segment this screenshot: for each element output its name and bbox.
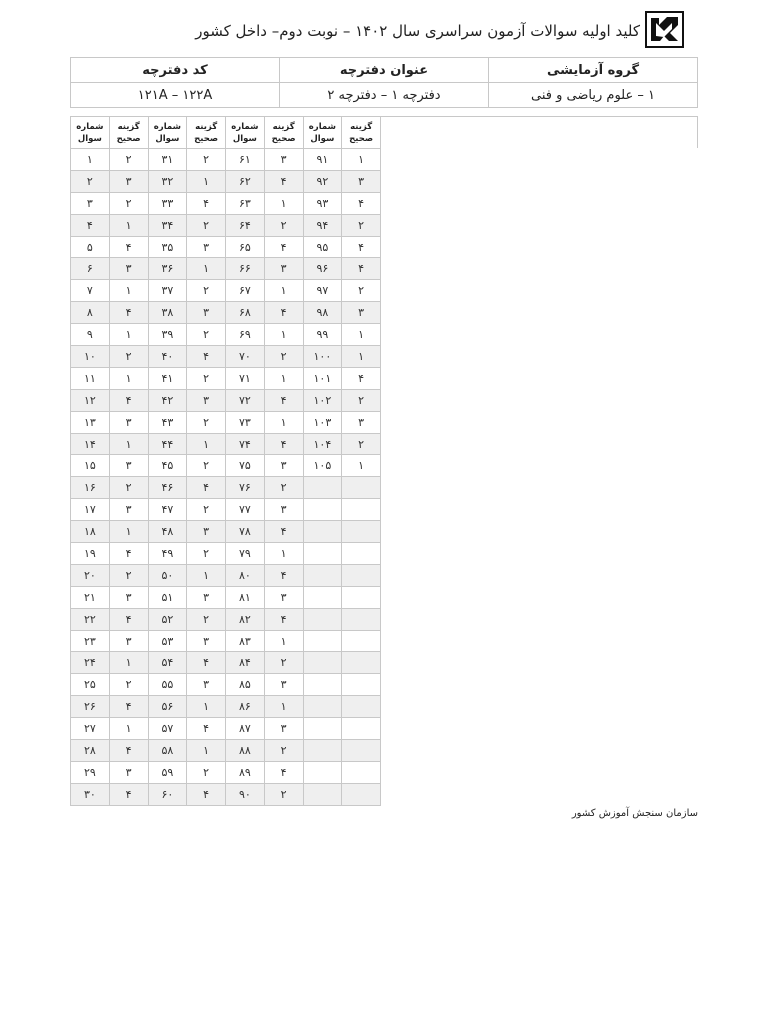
question-cell: ۸۱ <box>226 586 265 608</box>
question-cell: ۶۵ <box>226 236 265 258</box>
answer-cell: ۳ <box>342 411 381 433</box>
question-cell <box>303 718 342 740</box>
question-cell: ۷ <box>71 280 110 302</box>
answer-cell: ۴ <box>264 564 303 586</box>
header-answer: گزینه صحیح <box>342 117 381 149</box>
question-cell: ۴۶ <box>148 477 187 499</box>
question-cell: ۲۱ <box>71 586 110 608</box>
answer-cell: ۲ <box>342 214 381 236</box>
answer-cell: ۳ <box>264 149 303 171</box>
answer-key-row <box>71 630 381 652</box>
answer-cell <box>342 674 381 696</box>
question-cell <box>303 521 342 543</box>
info-value-booklet-title: دفترچه ۱ – دفترچه ۲ <box>280 83 489 108</box>
answer-cell: ۴ <box>264 302 303 324</box>
answer-cell: ۴ <box>264 389 303 411</box>
answer-cell: ۲ <box>187 761 226 783</box>
question-cell: ۸۳ <box>226 630 265 652</box>
answer-key-table <box>70 116 381 806</box>
question-cell: ۱۰۳ <box>303 411 342 433</box>
answer-key-row <box>71 346 381 368</box>
answer-cell: ۱ <box>264 324 303 346</box>
answer-cell: ۳ <box>187 630 226 652</box>
answer-cell: ۲ <box>109 192 148 214</box>
answer-key-row <box>71 608 381 630</box>
answer-cell: ۲ <box>187 608 226 630</box>
answer-cell: ۳ <box>264 499 303 521</box>
answer-key-header-row <box>71 117 381 149</box>
question-cell <box>303 586 342 608</box>
answer-cell: ۴ <box>342 236 381 258</box>
answer-cell: ۴ <box>109 543 148 565</box>
question-cell: ۱۹ <box>71 543 110 565</box>
header-question: شماره سوال <box>71 117 110 149</box>
answer-cell: ۴ <box>109 608 148 630</box>
answer-cell: ۲ <box>187 324 226 346</box>
booklet-info-table <box>70 57 698 108</box>
question-cell: ۱۰۰ <box>303 346 342 368</box>
answer-cell: ۱ <box>109 521 148 543</box>
header-question: شماره سوال <box>303 117 342 149</box>
answer-key-row <box>71 170 381 192</box>
answer-cell: ۲ <box>187 367 226 389</box>
answer-key-row <box>71 455 381 477</box>
question-cell: ۲۶ <box>71 696 110 718</box>
answer-cell: ۱ <box>264 367 303 389</box>
question-cell: ۶۸ <box>226 302 265 324</box>
question-cell: ۲۵ <box>71 674 110 696</box>
question-cell: ۷۱ <box>226 367 265 389</box>
question-cell: ۳۹ <box>148 324 187 346</box>
answer-cell: ۲ <box>264 740 303 762</box>
question-cell: ۹۰ <box>226 783 265 805</box>
question-cell <box>303 652 342 674</box>
answer-cell: ۱ <box>109 718 148 740</box>
answer-key-row <box>71 521 381 543</box>
answer-cell: ۱ <box>109 214 148 236</box>
answer-key-row <box>71 192 381 214</box>
answer-cell: ۳ <box>187 674 226 696</box>
answer-cell <box>342 652 381 674</box>
answer-cell: ۳ <box>342 302 381 324</box>
question-cell: ۹۶ <box>303 258 342 280</box>
question-cell: ۷۸ <box>226 521 265 543</box>
answer-cell <box>342 630 381 652</box>
answer-cell: ۳ <box>264 718 303 740</box>
answer-cell: ۱ <box>342 149 381 171</box>
question-cell: ۱۰ <box>71 346 110 368</box>
answer-cell <box>342 477 381 499</box>
answer-cell: ۴ <box>187 783 226 805</box>
answer-cell: ۲ <box>187 149 226 171</box>
header-question: شماره سوال <box>226 117 265 149</box>
answer-cell: ۴ <box>187 477 226 499</box>
question-cell: ۵۸ <box>148 740 187 762</box>
question-cell: ۱۴ <box>71 433 110 455</box>
question-cell <box>303 696 342 718</box>
question-cell <box>303 543 342 565</box>
answer-cell: ۳ <box>264 455 303 477</box>
question-cell <box>303 477 342 499</box>
question-cell: ۶۱ <box>226 149 265 171</box>
answer-key-row <box>71 543 381 565</box>
answer-cell: ۲ <box>109 564 148 586</box>
answer-cell: ۱ <box>264 280 303 302</box>
question-cell: ۱ <box>71 149 110 171</box>
question-cell: ۶ <box>71 258 110 280</box>
question-cell: ۷۲ <box>226 389 265 411</box>
answer-cell <box>342 564 381 586</box>
answer-key-row <box>71 411 381 433</box>
question-cell: ۸۶ <box>226 696 265 718</box>
answer-cell: ۳ <box>264 258 303 280</box>
question-cell: ۹۳ <box>303 192 342 214</box>
answer-key-row <box>71 433 381 455</box>
question-cell: ۵۶ <box>148 696 187 718</box>
question-cell: ۵۷ <box>148 718 187 740</box>
question-cell: ۵۲ <box>148 608 187 630</box>
question-cell: ۳۰ <box>71 783 110 805</box>
answer-cell: ۳ <box>109 761 148 783</box>
answer-cell: ۱ <box>264 630 303 652</box>
answer-cell: ۱ <box>264 411 303 433</box>
question-cell: ۷۶ <box>226 477 265 499</box>
question-cell: ۸۰ <box>226 564 265 586</box>
question-cell: ۱۷ <box>71 499 110 521</box>
question-cell: ۱۰۴ <box>303 433 342 455</box>
question-cell: ۴۰ <box>148 346 187 368</box>
question-cell: ۱۱ <box>71 367 110 389</box>
question-cell: ۵۴ <box>148 652 187 674</box>
answer-cell: ۴ <box>109 389 148 411</box>
answer-cell <box>342 761 381 783</box>
question-cell: ۸۷ <box>226 718 265 740</box>
answer-cell: ۳ <box>109 258 148 280</box>
answer-key-row <box>71 586 381 608</box>
answer-cell: ۱ <box>187 258 226 280</box>
question-cell: ۲۰ <box>71 564 110 586</box>
question-cell: ۳ <box>71 192 110 214</box>
answer-key-row <box>71 367 381 389</box>
question-cell: ۳۳ <box>148 192 187 214</box>
answer-cell: ۴ <box>264 170 303 192</box>
answer-cell: ۱ <box>264 543 303 565</box>
answer-cell: ۲ <box>109 477 148 499</box>
question-cell: ۹۵ <box>303 236 342 258</box>
question-cell: ۲۹ <box>71 761 110 783</box>
question-cell: ۲۳ <box>71 630 110 652</box>
question-cell: ۳۸ <box>148 302 187 324</box>
answer-cell <box>342 586 381 608</box>
question-cell: ۱۰۵ <box>303 455 342 477</box>
answer-cell: ۲ <box>187 455 226 477</box>
answer-key-row <box>71 236 381 258</box>
question-cell: ۲ <box>71 170 110 192</box>
question-cell: ۶۷ <box>226 280 265 302</box>
answer-cell: ۴ <box>187 346 226 368</box>
question-cell: ۲۷ <box>71 718 110 740</box>
answer-cell: ۴ <box>342 367 381 389</box>
answer-cell: ۱ <box>109 433 148 455</box>
answer-cell: ۲ <box>187 543 226 565</box>
answer-cell: ۱ <box>342 324 381 346</box>
answer-cell: ۲ <box>264 214 303 236</box>
answer-cell: ۱ <box>264 192 303 214</box>
question-cell <box>303 630 342 652</box>
answer-cell <box>342 521 381 543</box>
question-cell <box>303 499 342 521</box>
answer-cell <box>342 718 381 740</box>
question-cell: ۹۲ <box>303 170 342 192</box>
answer-cell: ۱ <box>187 696 226 718</box>
answer-cell: ۱ <box>109 280 148 302</box>
answer-cell <box>342 740 381 762</box>
question-cell: ۸۵ <box>226 674 265 696</box>
answer-cell: ۴ <box>342 192 381 214</box>
question-cell: ۵ <box>71 236 110 258</box>
header-answer: گزینه صحیح <box>187 117 226 149</box>
header-answer: گزینه صحیح <box>109 117 148 149</box>
info-header-group: گروه آزمایشی <box>489 58 698 83</box>
empty-table-frame <box>381 116 698 148</box>
question-cell: ۶۹ <box>226 324 265 346</box>
answer-cell: ۳ <box>187 521 226 543</box>
answer-cell: ۲ <box>264 346 303 368</box>
answer-key-row <box>71 674 381 696</box>
question-cell: ۵۵ <box>148 674 187 696</box>
answer-cell: ۱ <box>187 433 226 455</box>
answer-cell: ۳ <box>109 499 148 521</box>
question-cell: ۷۴ <box>226 433 265 455</box>
question-cell: ۷۰ <box>226 346 265 368</box>
answer-cell: ۱ <box>187 564 226 586</box>
question-cell: ۷۷ <box>226 499 265 521</box>
answer-cell: ۲ <box>342 280 381 302</box>
answer-cell: ۱ <box>109 652 148 674</box>
question-cell <box>303 674 342 696</box>
header-question: شماره سوال <box>148 117 187 149</box>
question-cell: ۱۰۱ <box>303 367 342 389</box>
question-cell <box>303 740 342 762</box>
answer-cell: ۲ <box>109 674 148 696</box>
question-cell: ۴۳ <box>148 411 187 433</box>
answer-cell: ۴ <box>187 652 226 674</box>
answer-key-row <box>71 214 381 236</box>
question-cell <box>303 761 342 783</box>
answer-key-row <box>71 761 381 783</box>
question-cell: ۱۲ <box>71 389 110 411</box>
answer-key-row <box>71 783 381 805</box>
info-header-booklet-title: عنوان دفترچه <box>280 58 489 83</box>
answer-key-row <box>71 652 381 674</box>
answer-cell: ۴ <box>264 433 303 455</box>
answer-key-row <box>71 718 381 740</box>
question-cell: ۸۲ <box>226 608 265 630</box>
answer-cell: ۴ <box>109 236 148 258</box>
question-cell: ۳۱ <box>148 149 187 171</box>
question-cell: ۲۴ <box>71 652 110 674</box>
answer-cell: ۲ <box>109 346 148 368</box>
question-cell: ۹ <box>71 324 110 346</box>
answer-cell: ۳ <box>109 411 148 433</box>
question-cell: ۱۶ <box>71 477 110 499</box>
answer-cell <box>342 783 381 805</box>
answer-cell: ۴ <box>109 783 148 805</box>
organization-name: سازمان سنجش آموزش کشور <box>571 808 698 819</box>
answer-cell: ۴ <box>264 761 303 783</box>
question-cell: ۸۸ <box>226 740 265 762</box>
answer-cell: ۴ <box>342 258 381 280</box>
answer-cell: ۳ <box>109 630 148 652</box>
question-cell: ۳۷ <box>148 280 187 302</box>
answer-cell: ۲ <box>109 149 148 171</box>
question-cell: ۲۸ <box>71 740 110 762</box>
header-answer: گزینه صحیح <box>264 117 303 149</box>
answer-key-row <box>71 149 381 171</box>
question-cell <box>303 564 342 586</box>
question-cell: ۱۳ <box>71 411 110 433</box>
answer-cell: ۲ <box>187 499 226 521</box>
question-cell: ۴۹ <box>148 543 187 565</box>
info-value-booklet-code: ۱۲۱A – ۱۲۲A <box>71 83 280 108</box>
question-cell: ۹۸ <box>303 302 342 324</box>
answer-cell: ۳ <box>342 170 381 192</box>
question-cell: ۸ <box>71 302 110 324</box>
question-cell: ۹۴ <box>303 214 342 236</box>
answer-cell: ۲ <box>187 214 226 236</box>
answer-key-row <box>71 477 381 499</box>
question-cell: ۶۳ <box>226 192 265 214</box>
answer-cell: ۱ <box>342 455 381 477</box>
question-cell: ۳۴ <box>148 214 187 236</box>
question-cell: ۴۷ <box>148 499 187 521</box>
answer-cell: ۴ <box>109 696 148 718</box>
answer-cell: ۴ <box>264 236 303 258</box>
answer-cell: ۱ <box>342 346 381 368</box>
answer-cell: ۱ <box>187 170 226 192</box>
answer-cell <box>342 543 381 565</box>
answer-cell: ۱ <box>187 740 226 762</box>
answer-key-row <box>71 389 381 411</box>
answer-key-row <box>71 564 381 586</box>
answer-cell: ۳ <box>264 674 303 696</box>
question-cell: ۷۳ <box>226 411 265 433</box>
question-cell: ۷۹ <box>226 543 265 565</box>
answer-cell: ۴ <box>109 302 148 324</box>
answer-key-row <box>71 696 381 718</box>
answer-cell: ۲ <box>342 433 381 455</box>
question-cell: ۱۰۲ <box>303 389 342 411</box>
question-cell: ۳۵ <box>148 236 187 258</box>
question-cell: ۷۵ <box>226 455 265 477</box>
answer-key-row <box>71 499 381 521</box>
question-cell: ۶۴ <box>226 214 265 236</box>
answer-cell: ۴ <box>187 192 226 214</box>
question-cell: ۵۳ <box>148 630 187 652</box>
answer-cell: ۴ <box>109 740 148 762</box>
question-cell: ۸۹ <box>226 761 265 783</box>
organization-logo-icon <box>645 11 684 48</box>
question-cell: ۵۹ <box>148 761 187 783</box>
info-value-group: ۱ – علوم ریاضی و فنی <box>489 83 698 108</box>
question-cell: ۱۸ <box>71 521 110 543</box>
answer-cell: ۴ <box>187 718 226 740</box>
question-cell: ۶۶ <box>226 258 265 280</box>
answer-cell: ۳ <box>109 170 148 192</box>
answer-key-body <box>71 149 381 806</box>
question-cell: ۵۰ <box>148 564 187 586</box>
answer-cell: ۳ <box>109 586 148 608</box>
question-cell: ۳۲ <box>148 170 187 192</box>
question-cell: ۳۶ <box>148 258 187 280</box>
question-cell: ۲۲ <box>71 608 110 630</box>
answer-cell <box>342 608 381 630</box>
answer-cell: ۳ <box>109 455 148 477</box>
answer-cell <box>342 499 381 521</box>
answer-cell: ۱ <box>109 324 148 346</box>
answer-cell: ۱ <box>264 696 303 718</box>
answer-cell <box>342 696 381 718</box>
question-cell <box>303 783 342 805</box>
question-cell: ۴۱ <box>148 367 187 389</box>
question-cell: ۴۵ <box>148 455 187 477</box>
page-title: کلید اولیه سوالات آزمون سراسری سال ۱۴۰۲ – نوبت دوم– داخل کشور <box>195 22 640 40</box>
answer-cell: ۲ <box>264 783 303 805</box>
answer-key-row <box>71 302 381 324</box>
answer-cell: ۲ <box>187 280 226 302</box>
answer-cell: ۴ <box>264 521 303 543</box>
question-cell: ۵۱ <box>148 586 187 608</box>
question-cell: ۹۱ <box>303 149 342 171</box>
question-cell: ۶۰ <box>148 783 187 805</box>
answer-cell: ۴ <box>264 608 303 630</box>
answer-key-row <box>71 740 381 762</box>
question-cell <box>303 608 342 630</box>
answer-cell: ۲ <box>264 652 303 674</box>
answer-cell: ۳ <box>187 302 226 324</box>
answer-cell: ۳ <box>187 236 226 258</box>
answer-key-row <box>71 324 381 346</box>
answer-cell: ۳ <box>264 586 303 608</box>
answer-cell: ۲ <box>187 411 226 433</box>
answer-cell: ۲ <box>342 389 381 411</box>
question-cell: ۴۸ <box>148 521 187 543</box>
answer-cell: ۳ <box>187 586 226 608</box>
question-cell: ۱۵ <box>71 455 110 477</box>
question-cell: ۹۷ <box>303 280 342 302</box>
question-cell: ۸۴ <box>226 652 265 674</box>
info-header-booklet-code: کد دفترچه <box>71 58 280 83</box>
question-cell: ۹۹ <box>303 324 342 346</box>
answer-cell: ۱ <box>109 367 148 389</box>
answer-cell: ۲ <box>264 477 303 499</box>
question-cell: ۴ <box>71 214 110 236</box>
answer-key-row <box>71 258 381 280</box>
question-cell: ۶۲ <box>226 170 265 192</box>
question-cell: ۴۲ <box>148 389 187 411</box>
question-cell: ۴۴ <box>148 433 187 455</box>
answer-key-row <box>71 280 381 302</box>
answer-cell: ۳ <box>187 389 226 411</box>
